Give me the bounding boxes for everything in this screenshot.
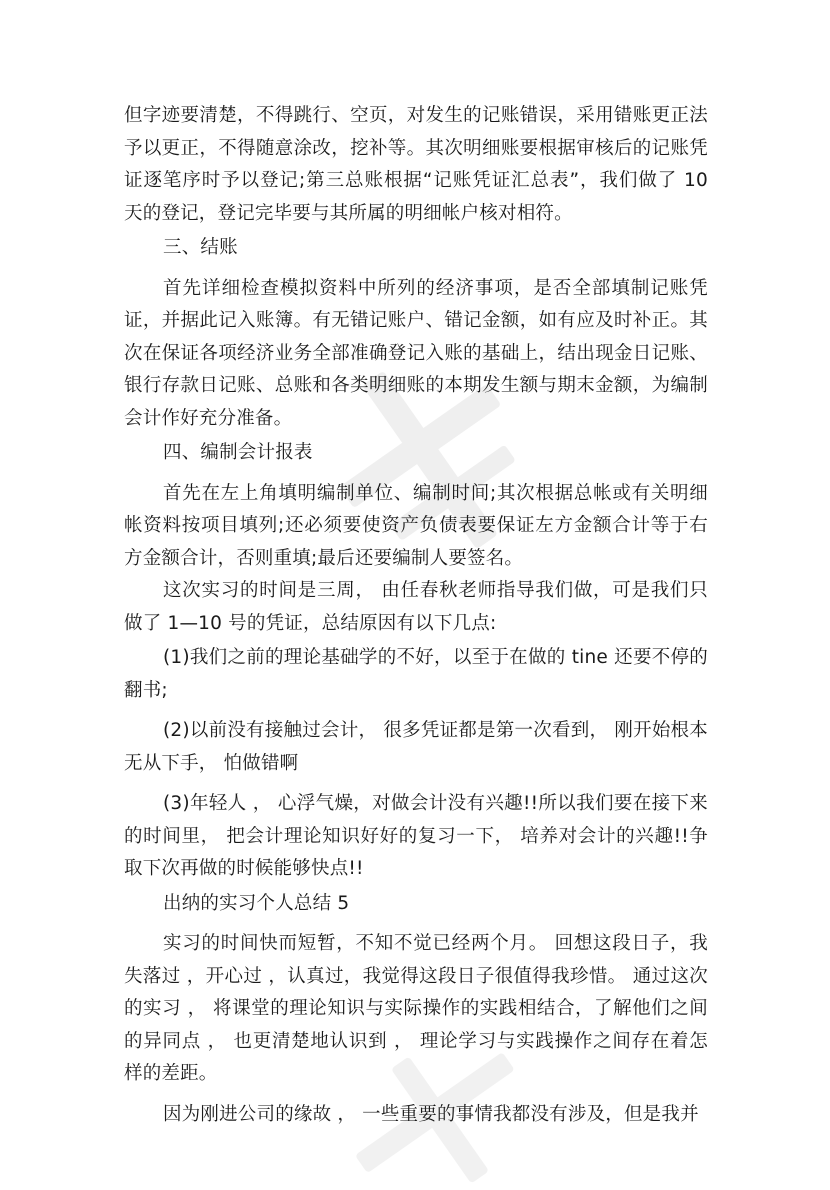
paragraph-bookkeeping-continued: 但字迹要清楚，不得跳行、空页，对发生的记账错误，采用错账更正法予以更正，不得随意涂改，挖补等。其次明细账要根据审核后的记账凭证逐笔序时予以登记;第三总账根据“记账凭证汇总表”，我们做了 10 天的登记，登记完毕要与其所属的明细帐户核对相符。: [124, 105, 708, 224]
paragraph-closing-accounts: 首先详细检查模拟资料中所列的经济事项，是否全部填制记账凭证，并据此记入账簿。有无错记账户、错记金额，如有应及时补正。其次在保证各项经济业务全部准确登记入账的基础上，结出现金日记账、银行存款日记账、总账和各类明细账的本期发生额与期末金额，为编制会计作好充分准备。: [124, 277, 708, 429]
paragraph-prepare-reports: 首先在左上角填明编制单位、编制时间;其次根据总帐或有关明细帐资料按项目填列;还必须要使资产负债表要保证左方金额合计等于右方金额合计，否则重填;最后还要编制人要签名。: [124, 482, 708, 569]
paragraph-new-to-company: 因为刚进公司的缘故 ， 一些重要的事情我都没有涉及，但是我并: [163, 1103, 699, 1125]
list-item-reason-1: (1)我们之前的理论基础学的不好，以至于在做的 tine 还要不停的翻书;: [124, 647, 708, 701]
heading-prepare-reports: 四、编制会计报表: [163, 442, 313, 463]
list-item-reason-2: (2)以前没有接触过会计， 很多凭证都是第一次看到， 刚开始根本无从下手， 怕做错啊: [124, 720, 708, 774]
document-body: [124, 100, 708, 1131]
paragraph-internship-reflection: 实习的时间快而短暂，不知不觉已经两个月。 回想这段日子，我失落过 ，开心过 ，认真过，我觉得这段日子很值得我珍惜。 通过这次的实习 ， 将课堂的理论知识与实际操作的实践相结合，了解他们之间的异同点 ， 也更清楚地认识到 ， 理论学习与实践操作之间存在着怎样的差距。: [124, 933, 708, 1084]
list-item-reason-3: (3)年轻人 ， 心浮气燥，对做会计没有兴趣!!所以我们要在接下来的时间里， 把会计理论知识好好的复习一下， 培养对会计的兴趣!!争取下次再做的时候能够快点!!: [124, 793, 708, 879]
heading-closing-accounts: 三、结账: [163, 237, 238, 258]
section-title-summary-5: 出纳的实习个人总结 5: [163, 892, 350, 914]
paragraph-internship-summary: 这次实习的时间是三周， 由任春秋老师指导我们做，可是我们只做了 1—10 号的凭证，总结原因有以下几点:: [124, 580, 708, 634]
